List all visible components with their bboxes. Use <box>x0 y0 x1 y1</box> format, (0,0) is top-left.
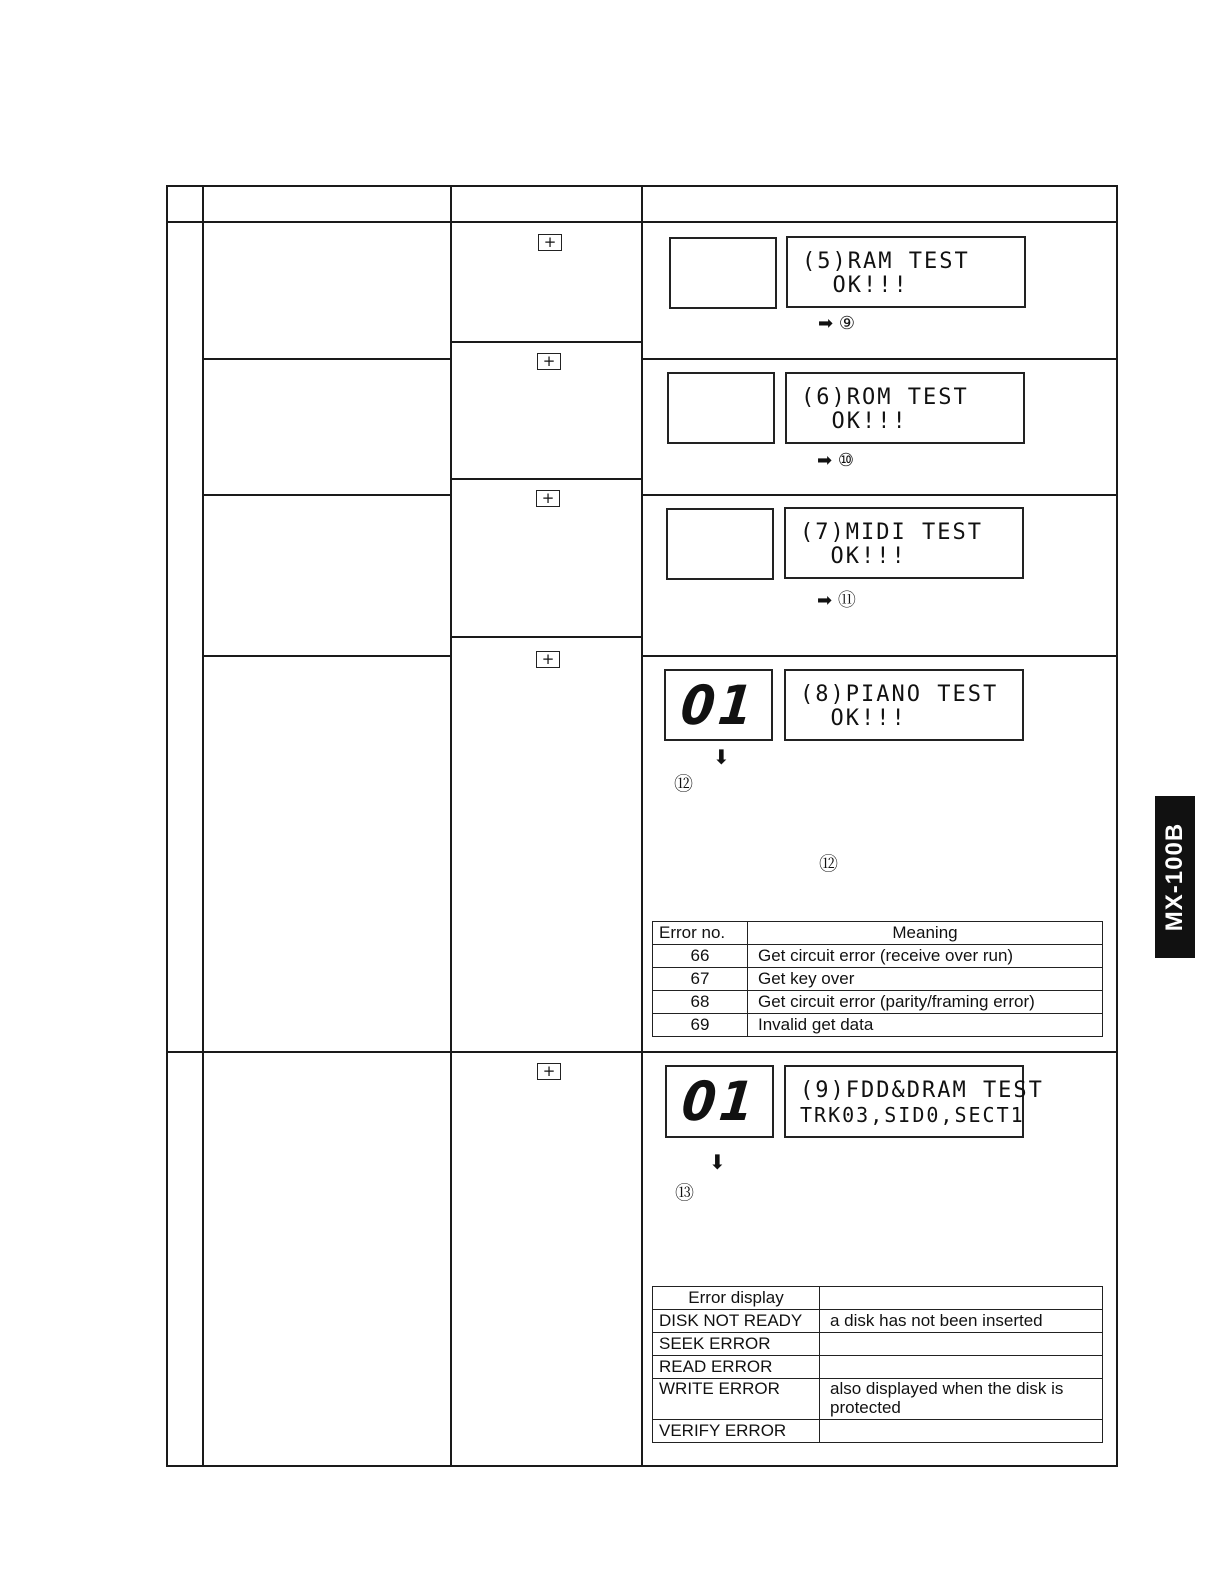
step-ref: ⑫ <box>674 773 694 795</box>
step-ref: ⑨ <box>838 313 855 334</box>
table-row <box>653 1420 1103 1443</box>
error-number: 69 <box>653 1014 748 1037</box>
col-divider-2 <box>450 185 452 1467</box>
plus-key-icon: + <box>536 490 560 507</box>
table-row <box>653 991 1103 1014</box>
error-meaning: Invalid get data <box>748 1014 1103 1037</box>
table-row <box>653 1333 1103 1356</box>
error-description <box>820 1333 1103 1356</box>
lcd-line-2: OK!!! <box>800 544 907 569</box>
row-divider <box>450 478 642 480</box>
lcd-display <box>784 669 1024 741</box>
error-display: READ ERROR <box>653 1356 820 1379</box>
segment-value: 01 <box>678 1070 761 1133</box>
row-divider <box>641 358 1118 360</box>
led-display-blank <box>666 508 774 580</box>
model-label: MX-100B <box>1161 822 1188 932</box>
led-display-blank <box>669 237 777 309</box>
segment-value: 01 <box>677 673 760 737</box>
table-row <box>653 1014 1103 1037</box>
error-display: SEEK ERROR <box>653 1333 820 1356</box>
lcd-display <box>784 1065 1044 1138</box>
error-meaning: Get circuit error (parity/framing error) <box>748 991 1103 1014</box>
table-row <box>653 968 1103 991</box>
lcd-line-2: OK!!! <box>801 409 908 434</box>
row-divider <box>450 1051 642 1053</box>
error-description <box>820 1420 1103 1443</box>
lcd-display <box>784 507 1024 579</box>
lcd-line-2: OK!!! <box>800 706 907 731</box>
column-header: Error no. <box>653 922 748 945</box>
error-meaning: Get circuit error (receive over run) <box>748 945 1103 968</box>
seven-segment-display <box>664 669 773 741</box>
frame-left <box>166 185 168 1467</box>
lcd-line-1: (7)MIDI TEST <box>800 520 983 545</box>
step-ref: ⑬ <box>675 1182 695 1204</box>
table-header-row <box>653 922 1103 945</box>
table-row <box>653 1379 1103 1420</box>
lcd-line-2: OK!!! <box>802 273 909 298</box>
lcd-display <box>786 236 1026 308</box>
lcd-line-2: TRK03,SID0,SECT1 <box>800 1103 1025 1127</box>
error-display: VERIFY ERROR <box>653 1420 820 1443</box>
lcd-line-1: (5)RAM TEST <box>802 249 970 274</box>
seven-segment-display <box>665 1065 774 1138</box>
table-row <box>653 1356 1103 1379</box>
row-divider <box>202 494 452 496</box>
row-divider <box>202 655 452 657</box>
piano-error-table <box>652 921 1103 1037</box>
error-display: DISK NOT READY <box>653 1310 820 1333</box>
plus-key-icon: + <box>537 353 561 370</box>
frame-right <box>1116 185 1118 1467</box>
error-description: also displayed when the disk is protected <box>820 1379 1103 1420</box>
next-step-note <box>818 313 855 334</box>
step-ref: ⑩ <box>837 450 854 471</box>
next-step-note <box>817 586 856 612</box>
error-meaning: Get key over <box>748 968 1103 991</box>
error-description <box>820 1356 1103 1379</box>
down-arrow-icon: ⬇ <box>709 1150 726 1174</box>
table-row <box>653 1310 1103 1333</box>
plus-key-icon: + <box>537 1063 561 1080</box>
col-divider-1 <box>202 185 204 1467</box>
row-divider <box>450 636 642 638</box>
error-number: 66 <box>653 945 748 968</box>
step-ref: ⑫ <box>819 853 839 875</box>
led-display-blank <box>667 372 775 444</box>
row-divider <box>166 1051 452 1053</box>
row-divider <box>641 655 1118 657</box>
error-number: 68 <box>653 991 748 1014</box>
model-side-tab <box>1155 796 1195 958</box>
col-divider-3 <box>641 185 643 1467</box>
row-divider <box>202 358 452 360</box>
right-arrow-icon: ➡ <box>817 450 833 471</box>
row-divider <box>641 494 1118 496</box>
lcd-line-1: (8)PIANO TEST <box>800 682 999 707</box>
row-divider <box>450 341 642 343</box>
plus-key-icon: + <box>538 234 562 251</box>
next-step-note <box>817 450 854 471</box>
right-arrow-icon: ➡ <box>817 590 833 611</box>
error-description: a disk has not been inserted <box>820 1310 1103 1333</box>
column-header: Error display <box>653 1287 820 1310</box>
error-display: WRITE ERROR <box>653 1379 820 1420</box>
plus-key-icon: + <box>536 651 560 668</box>
down-arrow-icon: ⬇ <box>713 745 730 769</box>
error-number: 67 <box>653 968 748 991</box>
table-row <box>653 945 1103 968</box>
right-arrow-icon: ➡ <box>818 313 834 334</box>
step-ref: ⑪ <box>837 590 856 611</box>
lcd-line-1: (9)FDD&DRAM TEST <box>800 1078 1044 1103</box>
column-header: Meaning <box>748 922 1103 945</box>
row-divider <box>641 1051 1118 1053</box>
fdd-error-table <box>652 1286 1103 1443</box>
column-header <box>820 1287 1103 1310</box>
lcd-line-1: (6)ROM TEST <box>801 385 969 410</box>
table-header-row <box>653 1287 1103 1310</box>
lcd-display <box>785 372 1025 444</box>
